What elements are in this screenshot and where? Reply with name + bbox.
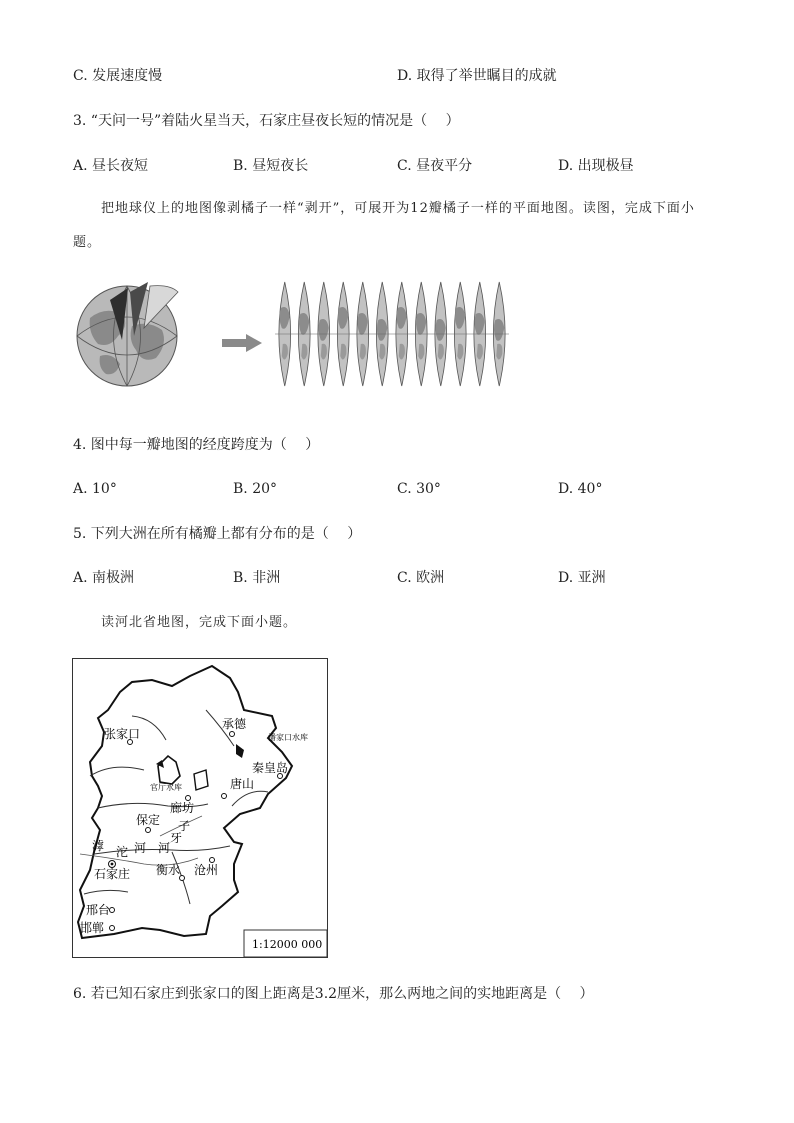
globe-gores-figure <box>70 278 515 390</box>
q3-option-a: A. 昼长夜短 <box>73 158 149 174</box>
q5-option-a: A. 南极洲 <box>73 570 135 586</box>
q4-option-c: C. 30° <box>397 481 441 497</box>
label-he-1: 河 <box>134 841 147 855</box>
label-langfang: 廊坊 <box>170 801 195 815</box>
q3-option-b: B. 昼短夜长 <box>233 158 309 174</box>
intro-paragraph-globe: 把地球仪上的地图像剥橘子一样“剥开”，可展开为12瓣橘子一样的平面地图。读图，完成下面小题。 <box>73 201 695 250</box>
q3-option-c: C. 昼夜平分 <box>397 158 473 174</box>
q2-option-d: D. 取得了举世瞩目的成就 <box>397 68 557 84</box>
label-xingtai: 邢台 <box>86 903 111 917</box>
q6-stem: 6. 若已知石家庄到张家口的图上距离是3.2厘米，那么两地之间的实地距离是（ ） <box>73 986 594 1002</box>
q4-option-a: A. 10° <box>73 481 117 497</box>
label-hengshui: 衡水 <box>156 863 181 877</box>
tianjin-outline <box>194 770 208 790</box>
orange-peel-map-gores <box>275 282 509 386</box>
globe-image <box>77 282 178 386</box>
q4-option-b: B. 20° <box>233 481 278 497</box>
label-guanting: 官厅水库 <box>150 783 182 792</box>
q3-option-d: D. 出现极昼 <box>558 158 634 174</box>
q4-stem: 4. 图中每一瓣地图的经度跨度为（ ） <box>73 437 320 453</box>
label-shijiazhuang: 石家庄 <box>94 867 131 881</box>
label-baoding: 保定 <box>136 813 161 827</box>
q5-option-c: C. 欧洲 <box>397 570 445 586</box>
map-scale: 1:12000 000 <box>252 938 323 951</box>
q4-option-d: D. 40° <box>558 481 603 497</box>
q5-option-b: B. 非洲 <box>233 570 281 586</box>
label-tuo: 沱 <box>116 845 129 859</box>
label-zi: 子 <box>178 819 191 833</box>
label-ya: 牙 <box>170 831 183 845</box>
arrow-icon <box>222 334 262 352</box>
label-zhangjiakou: 张家口 <box>104 727 141 741</box>
q2-option-c: C. 发展速度慢 <box>73 68 163 84</box>
label-hu: 滹 <box>92 839 105 853</box>
label-cangzhou: 沧州 <box>194 863 219 877</box>
intro-paragraph-hebei: 读河北省地图，完成下面小题。 <box>101 615 298 630</box>
q5-option-d: D. 亚洲 <box>558 570 606 586</box>
label-qinhuangdao: 秦皇岛 <box>252 761 289 775</box>
q5-stem: 5. 下列大洲在所有橘瓣上都有分布的是（ ） <box>73 526 362 542</box>
label-panjiakou: 潘家口水库 <box>268 733 308 742</box>
label-chengde: 承德 <box>222 717 247 731</box>
label-he-2: 河 <box>158 841 171 855</box>
hebei-map <box>72 658 328 958</box>
label-tangshan: 唐山 <box>230 777 255 791</box>
label-handan: 邯郸 <box>80 921 105 935</box>
q3-stem: 3. “天问一号”着陆火星当天，石家庄昼夜长短的情况是（ ） <box>73 113 460 129</box>
